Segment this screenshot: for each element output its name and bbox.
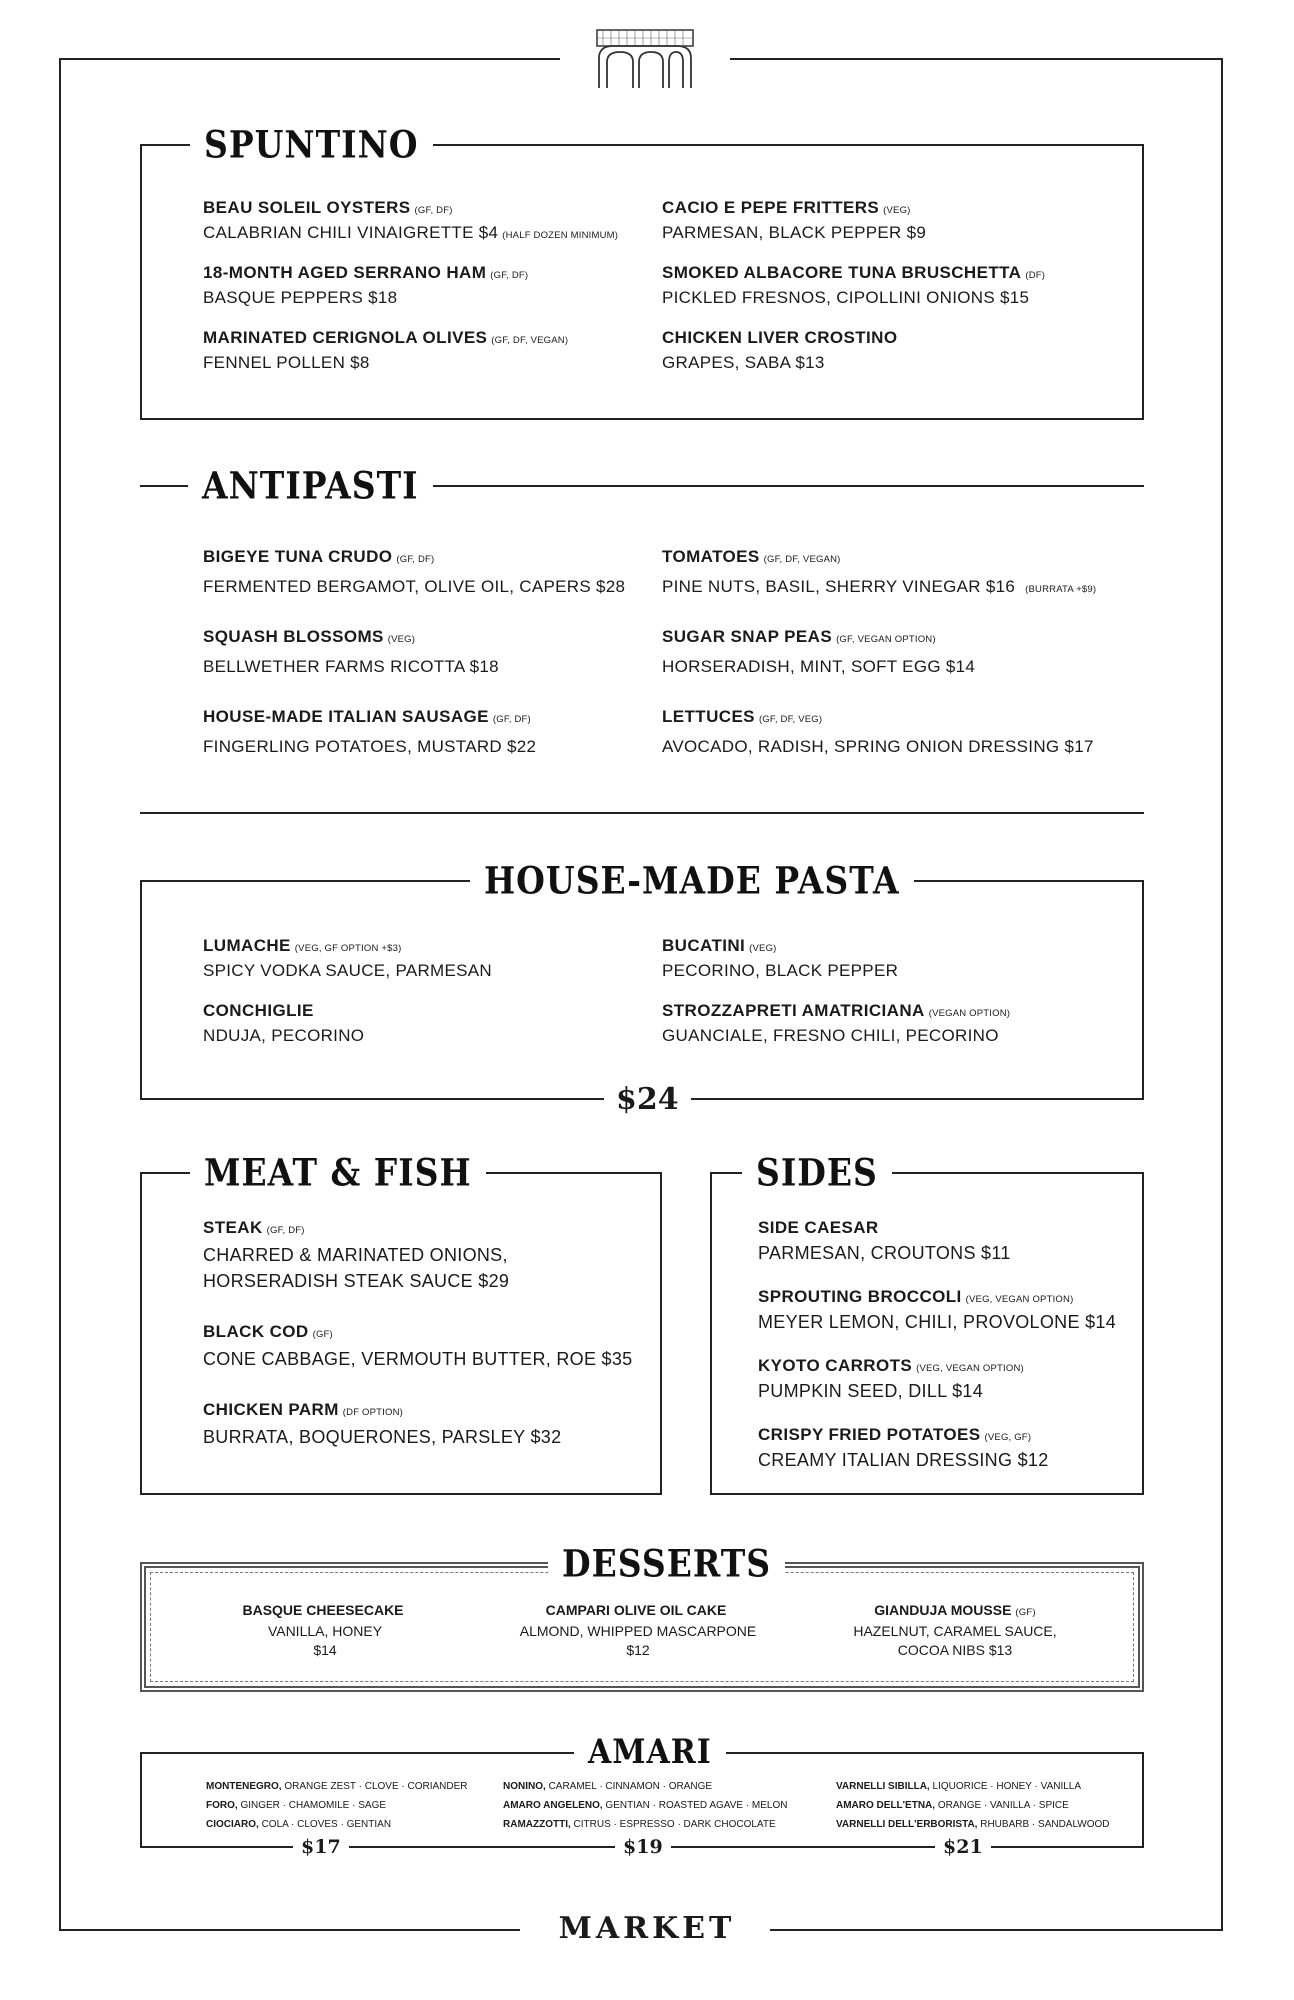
item-desc: COCOA NIBS $13 (897, 1642, 1013, 1658)
item-desc: BURRATA, BOQUERONES, PARSLEY $32 (203, 1427, 562, 1447)
menu-item (203, 327, 643, 374)
item-desc: GUANCIALE, FRESNO CHILI, PECORINO (662, 1026, 999, 1045)
item-name: STROZZAPRETI AMATRICIANA (662, 1001, 925, 1020)
menu-item (662, 327, 1102, 374)
pasta-section (140, 880, 1144, 1100)
item-note: (VEG) (749, 943, 777, 954)
item-desc: AVOCADO, RADISH, SPRING ONION DRESSING $17 (662, 737, 1094, 756)
item-note: (GF, DF) (266, 1225, 305, 1236)
item-desc: CALABRIAN CHILI VINAIGRETTE $4 (203, 223, 499, 242)
dessert-item (175, 1601, 475, 1660)
item-name: BUCATINI (662, 936, 746, 955)
dessert-item (488, 1601, 788, 1660)
item-note: (GF, DF) (414, 205, 453, 216)
item-name: CAMPARI OLIVE OIL CAKE (545, 1602, 727, 1618)
menu-item (203, 197, 643, 247)
item-note: (GF, DF, VEGAN) (491, 335, 569, 346)
amaro-desc: GENTIAN · ROASTED AGAVE · MELON (605, 1800, 788, 1811)
menu-item (758, 1424, 1138, 1471)
spuntino-title: SPUNTINO (190, 123, 433, 168)
item-name: STEAK (203, 1218, 263, 1237)
item-name: CHICKEN LIVER CROSTINO (662, 328, 898, 347)
item-name: KYOTO CARROTS (758, 1356, 913, 1375)
amaro-desc: RHUBARB · SANDALWOOD (980, 1819, 1110, 1830)
item-note: (GF, VEGAN OPTION) (836, 634, 936, 645)
amaro-desc: ORANGE ZEST · CLOVE · CORIANDER (284, 1781, 468, 1792)
menu-item (203, 1399, 643, 1450)
amaro-desc: ORANGE · VANILLA · SPICE (937, 1800, 1069, 1811)
amaro-name: AMARO ANGELENO, (503, 1800, 603, 1811)
item-note: (VEG, VEGAN OPTION) (916, 1363, 1024, 1374)
desserts-title: DESSERTS (548, 1542, 785, 1587)
item-desc: PECORINO, BLACK PEPPER (662, 961, 899, 980)
amaro-column (836, 1777, 1110, 1834)
item-desc: HAZELNUT, CARAMEL SAUCE, (853, 1623, 1057, 1639)
menu-item (203, 1321, 643, 1372)
item-name: SMOKED ALBACORE TUNA BRUSCHETTA (662, 263, 1022, 282)
menu-item (203, 262, 643, 309)
item-name: CONCHIGLIE (203, 1001, 314, 1020)
item-name: LETTUCES (662, 707, 755, 726)
amaro-name: VARNELLI DELL'ERBORISTA, (836, 1819, 978, 1830)
item-name: BEAU SOLEIL OYSTERS (203, 198, 411, 217)
item-name: CRISPY FRIED POTATOES (758, 1425, 981, 1444)
item-name: SUGAR SNAP PEAS (662, 627, 833, 646)
footer (0, 1911, 1294, 1947)
amaro-desc: CARAMEL · CINNAMON · ORANGE (548, 1781, 713, 1792)
item-desc: PICKLED FRESNOS, CIPOLLINI ONIONS $15 (662, 288, 1030, 307)
item-desc-note: (HALF DOZEN MINIMUM) (502, 230, 619, 241)
amaro-name: AMARO DELL'ETNA, (836, 1800, 936, 1811)
item-desc: BASQUE PEPPERS $18 (203, 288, 398, 307)
item-name: LUMACHE (203, 936, 291, 955)
menu-item (662, 262, 1102, 309)
amaro-name: RAMAZZOTTI, (503, 1819, 571, 1830)
pasta-price: $24 (604, 1082, 691, 1118)
menu-item (203, 626, 643, 678)
item-name: HOUSE-MADE ITALIAN SAUSAGE (203, 707, 489, 726)
sides-title: SIDES (742, 1151, 892, 1196)
item-name: MARINATED CERIGNOLA OLIVES (203, 328, 488, 347)
menu-item (758, 1217, 1138, 1264)
item-name: SIDE CAESAR (758, 1218, 879, 1237)
antipasti-bottom-rule (140, 812, 1144, 814)
item-desc: NDUJA, PECORINO (203, 1026, 365, 1045)
amaro-name: FORO, (206, 1800, 238, 1811)
amaro-name: CIOCIARO, (206, 1819, 259, 1830)
item-note: (GF, DF, VEG) (758, 714, 823, 725)
meat-fish-title: MEAT & FISH (190, 1151, 486, 1196)
amaro-desc: LIQUORICE · HONEY · VANILLA (932, 1781, 1082, 1792)
item-name: SQUASH BLOSSOMS (203, 627, 384, 646)
item-desc-note: (BURRATA +$9) (1025, 584, 1097, 595)
amaro-desc: COLA · CLOVES · GENTIAN (261, 1819, 392, 1830)
item-note: (GF) (1015, 1607, 1036, 1618)
item-name: 18-MONTH AGED SERRANO HAM (203, 263, 487, 282)
brand-logo: MARKET (533, 1911, 762, 1946)
menu-item (203, 935, 643, 982)
item-name: TOMATOES (662, 547, 760, 566)
item-note: (GF) (312, 1329, 333, 1340)
amari-price: $19 (615, 1836, 671, 1858)
item-desc: FERMENTED BERGAMOT, OLIVE OIL, CAPERS $28 (203, 577, 626, 596)
item-price: $12 (626, 1642, 650, 1658)
item-note: (VEG) (883, 205, 911, 216)
item-desc: PARMESAN, CROUTONS $11 (758, 1243, 1011, 1263)
item-note: (VEG, GF) (984, 1432, 1032, 1443)
item-name: BIGEYE TUNA CRUDO (203, 547, 393, 566)
menu-item (203, 706, 643, 758)
item-desc: PINE NUTS, BASIL, SHERRY VINEGAR $16 (662, 577, 1016, 596)
menu-item (662, 935, 1102, 982)
item-desc: FINGERLING POTATOES, MUSTARD $22 (203, 737, 537, 756)
item-note: (GF, DF) (396, 554, 435, 565)
menu-item (662, 706, 1102, 758)
menu-item (203, 1217, 643, 1294)
amari-title: AMARI (574, 1731, 726, 1776)
antipasti-title: ANTIPASTI (188, 464, 433, 509)
menu-item (758, 1286, 1138, 1333)
item-note: (VEG, VEGAN OPTION) (965, 1294, 1074, 1305)
amari-price: $17 (293, 1836, 349, 1858)
item-desc: PARMESAN, BLACK PEPPER $9 (662, 223, 927, 242)
amaro-column (503, 1777, 788, 1834)
item-desc: ALMOND, WHIPPED MASCARPONE (519, 1623, 757, 1639)
amaro-column (206, 1777, 468, 1834)
menu-item (203, 1000, 643, 1047)
item-desc: HORSERADISH, MINT, SOFT EGG $14 (662, 657, 976, 676)
amari-price: $21 (935, 1836, 991, 1858)
item-note: (DF OPTION) (342, 1407, 404, 1418)
amaro-name: MONTENEGRO, (206, 1781, 282, 1792)
menu-item (662, 626, 1102, 678)
item-note: (GF, DF) (492, 714, 531, 725)
menu-item (758, 1355, 1138, 1402)
dessert-item (805, 1601, 1105, 1660)
item-desc: CHARRED & MARINATED ONIONS, (203, 1245, 508, 1265)
amaro-name: NONINO, (503, 1781, 546, 1792)
item-name: BASQUE CHEESECAKE (242, 1602, 404, 1618)
item-note: (VEG, GF OPTION +$3) (294, 943, 402, 954)
item-desc: PUMPKIN SEED, DILL $14 (758, 1381, 984, 1401)
item-name: CACIO E PEPE FRITTERS (662, 198, 880, 217)
item-desc: CREAMY ITALIAN DRESSING $12 (758, 1450, 1049, 1470)
item-desc: GRAPES, SABA $13 (662, 353, 825, 372)
item-desc: CONE CABBAGE, VERMOUTH BUTTER, ROE $35 (203, 1349, 633, 1369)
item-note: (DF) (1025, 270, 1046, 281)
item-name: GIANDUJA MOUSSE (874, 1602, 1012, 1618)
amaro-desc: GINGER · CHAMOMILE · SAGE (240, 1800, 387, 1811)
arch-logo-icon (595, 28, 695, 90)
amaro-name: VARNELLI SIBILLA, (836, 1781, 930, 1792)
pasta-title: HOUSE-MADE PASTA (470, 859, 914, 904)
menu-item (662, 1000, 1102, 1047)
item-desc: FENNEL POLLEN $8 (203, 353, 370, 372)
item-note: (VEGAN OPTION) (928, 1008, 1011, 1019)
item-note: (GF, DF, VEGAN) (763, 554, 841, 565)
menu-item (203, 546, 643, 598)
item-name: CHICKEN PARM (203, 1400, 339, 1419)
item-note: (VEG) (387, 634, 416, 645)
item-desc: VANILLA, HONEY (267, 1623, 383, 1639)
amaro-desc: CITRUS · ESPRESSO · DARK CHOCOLATE (573, 1819, 776, 1830)
item-desc: HORSERADISH STEAK SAUCE $29 (203, 1271, 510, 1291)
item-desc: MEYER LEMON, CHILI, PROVOLONE $14 (758, 1312, 1116, 1332)
item-name: BLACK COD (203, 1322, 309, 1341)
item-desc: BELLWETHER FARMS RICOTTA $18 (203, 657, 499, 676)
menu-item (662, 546, 1102, 601)
menu-item (662, 197, 1102, 244)
item-price: $14 (313, 1642, 337, 1658)
item-desc: SPICY VODKA SAUCE, PARMESAN (203, 961, 492, 980)
item-note: (GF, DF) (490, 270, 529, 281)
item-name: SPROUTING BROCCOLI (758, 1287, 962, 1306)
